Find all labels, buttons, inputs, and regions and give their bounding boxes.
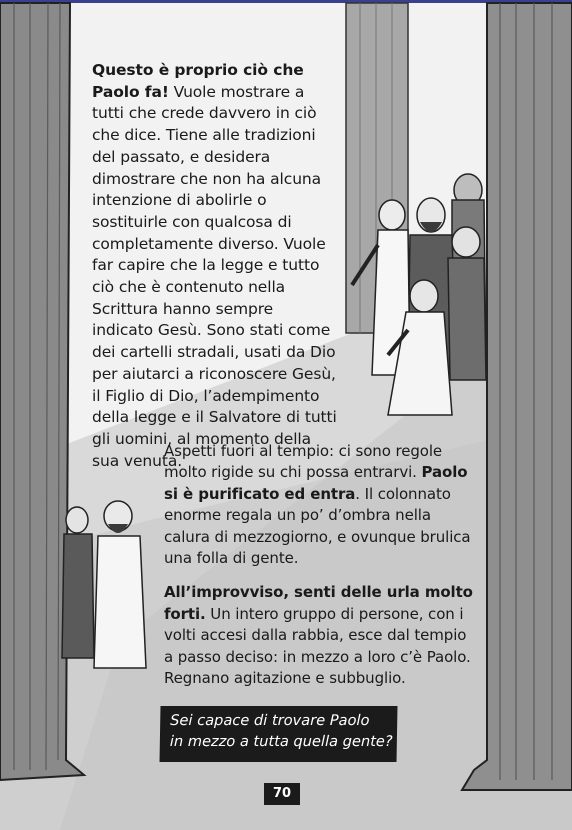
shout-paragraph-bold: All’improvviso, senti delle urla molto forti. (164, 583, 473, 623)
temple-paragraph-bold: Paolo si è purificato ed entra (164, 463, 468, 503)
main-paragraph-lead: Questo è proprio ciò che Paolo fa! (92, 61, 304, 101)
callout-line-1: Sei capace di trovare Paolo (170, 712, 370, 729)
shout-paragraph-body: Un intero gruppo di persone, con i volti accesi dalla rabbia, esce dal tempio a passo deciso: in mezzo a loro c’è Paolo. Regnano agitazione e subbuglio. (164, 604, 471, 688)
callout-line-2: in mezzo a tutta quella gente? (169, 733, 393, 750)
page-number: 70 (264, 783, 300, 805)
crowd-illustration (348, 170, 488, 420)
main-paragraph (92, 60, 337, 472)
temple-paragraph (164, 441, 479, 569)
temple-paragraph-part1: Aspetti fuori al tempio: ci sono regole molto rigide su chi possa entrarvi. (164, 442, 443, 482)
lower-text-block (164, 441, 479, 702)
two-men-illustration (60, 498, 152, 673)
temple-paragraph-part2: . Il colonnato enorme regala un po’ d’ombra nella calura di mezzogiorno, e ovunque brulica una folla di gente. (164, 484, 471, 568)
shout-paragraph (164, 582, 479, 689)
question-callout (160, 706, 398, 762)
figure-man-grey (62, 507, 94, 658)
main-paragraph-body: Vuole mostrare a tutti che crede davvero in ciò che dice. Tiene alle tradizioni del passato, e desidera dimostrare che non ha alcuna intenzione di abolirle o sostituirle con qualcosa di completamente diverso. Vuole far capire che la legge e tutto ciò che è contenuto nella Scrittura hanno sempre indicato Gesù. Sono stati come dei cartelli stradali, usati da Dio per aiutarci a riconoscere Gesù, il Figlio di Dio, l’adempimento della legge e il Salvatore di tutti gli uomini, al momento della sua venuta. (92, 82, 337, 470)
figure-man-white-robe (94, 501, 146, 668)
